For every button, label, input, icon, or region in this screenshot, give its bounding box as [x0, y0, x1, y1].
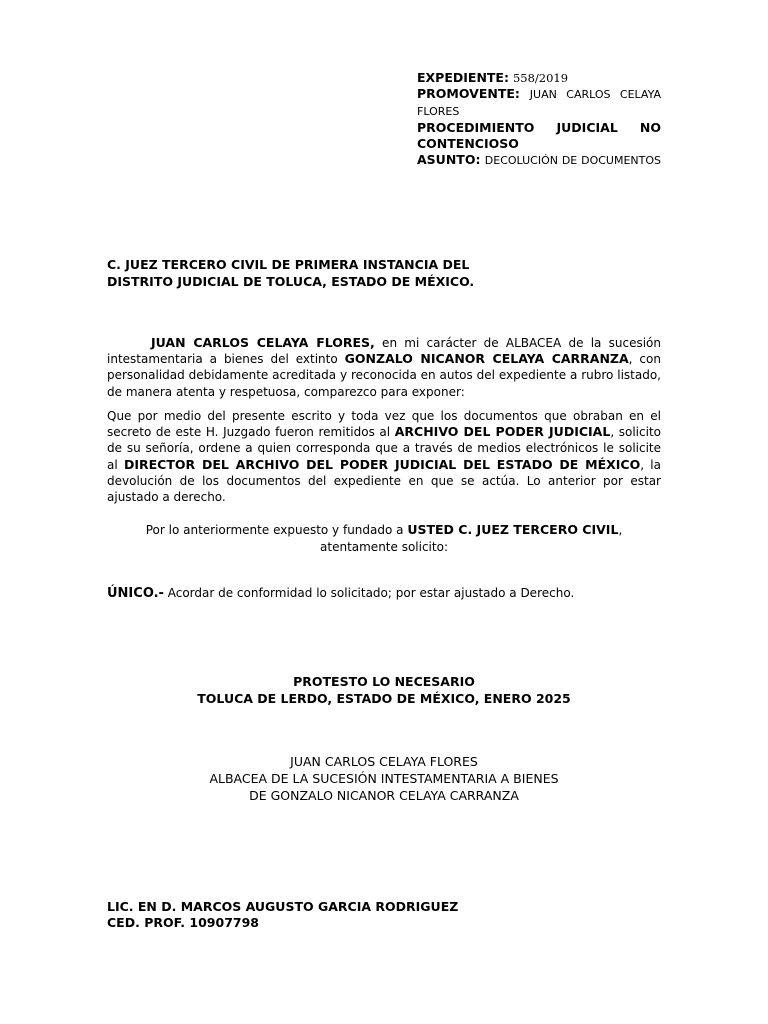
- formal-request: [107, 521, 661, 556]
- addressee-line-1: C. JUEZ TERCERO CIVIL DE PRIMERA INSTANCIA DEL: [107, 257, 470, 272]
- director-name: DIRECTOR DEL ARCHIVO DEL PODER JUDICIAL DEL ESTADO DE MÉXICO: [123, 456, 641, 472]
- procedimiento-text: PROCEDIMIENTO JUDICIAL NO CONTENCIOSO: [417, 120, 661, 151]
- paragraph2-text-1: Que por medio del presente escrito y toda vez que los documentos que obraban en el secreto de este H. Juzgado fueron remitidos al: [107, 409, 661, 440]
- signature-line-2: ALBACEA DE LA SUCESIÓN INTESTAMENTARIA A BIENES: [209, 771, 559, 786]
- promovente-row: [417, 86, 661, 120]
- addressee-line-2: DISTRITO JUDICIAL DE TOLUCA, ESTADO DE MÉXICO.: [107, 274, 475, 289]
- paragraph-introduction: [107, 335, 661, 400]
- archivo-name: ARCHIVO DEL PODER JUDICIAL: [394, 424, 611, 440]
- addressee: [107, 256, 667, 290]
- asunto-value: DECOLUCIÓN DE DOCUMENTOS: [484, 154, 661, 167]
- paragraph1-text-2: , con personalidad debidamente acreditada y reconocida en autos del expediente a rubro listado, de manera atenta y respetuosa, comparezco para exponer:: [107, 352, 661, 399]
- protesto-block: [107, 673, 661, 707]
- promovente-name: JUAN CARLOS CELAYA FLORES,: [151, 335, 375, 350]
- expediente-label: EXPEDIENTE:: [417, 70, 509, 85]
- expediente-row: [417, 70, 661, 86]
- unico-petition: [107, 586, 574, 601]
- expediente-value: 558/2019: [512, 71, 569, 85]
- unico-text: Acordar de conformidad lo solicitado; por estar ajustado a Derecho.: [163, 586, 575, 600]
- signature-line-1: JUAN CARLOS CELAYA FLORES: [290, 754, 478, 769]
- promovente-label: PROMOVENTE:: [417, 86, 520, 101]
- request-text-1: Por lo anteriormente expuesto y fundado a: [145, 523, 408, 537]
- asunto-label: ASUNTO:: [417, 152, 481, 167]
- judge-name: USTED C. JUEZ TERCERO CIVIL: [407, 522, 619, 537]
- lawyer-license: CED. PROF. 10907798: [107, 915, 259, 930]
- paragraph-request: [107, 408, 661, 505]
- paragraph2-text-2: , solicito de su señoría, ordene a quien corresponda que a través de medios electrónicos le solicite al: [107, 425, 661, 472]
- paragraph2-text-3: , la devolución de los documentos del expediente en que se actúa. Lo anterior por estar ajustado a derecho.: [107, 457, 661, 505]
- signature-block: [107, 753, 661, 804]
- request-text-2: , atentamente solicito:: [320, 523, 623, 554]
- paragraph1-text-1: en mi carácter de ALBACEA de la sucesión intestamentaria a bienes del extinto: [107, 336, 661, 367]
- unico-label: ÚNICO.-: [107, 586, 164, 601]
- lawyer-name: LIC. EN D. MARCOS AUGUSTO GARCIA RODRIGUEZ: [107, 899, 459, 914]
- protesto-line-2: TOLUCA DE LERDO, ESTADO DE MÉXICO, ENERO 2025: [197, 691, 571, 706]
- lawyer-block: [107, 899, 458, 931]
- case-header: [417, 70, 661, 169]
- asunto-row: [417, 152, 661, 169]
- signature-line-3: DE GONZALO NICANOR CELAYA CARRANZA: [249, 788, 519, 803]
- deceased-name: GONZALO NICANOR CELAYA CARRANZA: [344, 351, 629, 367]
- promovente-value: JUAN CARLOS CELAYA FLORES: [417, 88, 661, 118]
- protesto-line-1: PROTESTO LO NECESARIO: [293, 674, 475, 689]
